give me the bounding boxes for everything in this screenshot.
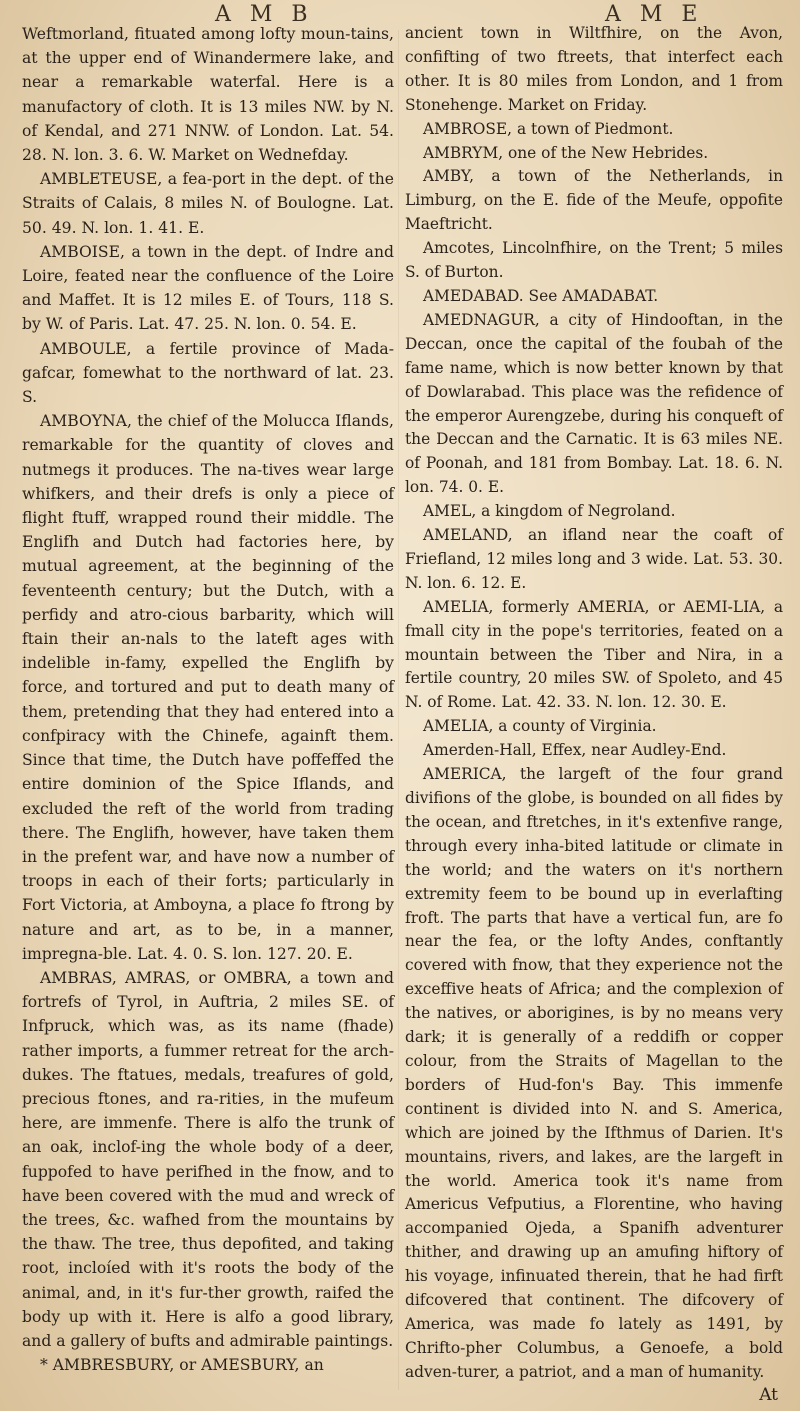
entry-paragraph: Weftmorland, fituated among lofty moun-tains, at the upper end of Winandermere lake, and near a remarkable waterfal. Here is a manufactory of cloth. It is 13 miles NW. by N. of Kendal, and 271 NNW. of London. Lat. 54. 28. N. lon. 3. 6. W. Market on Wednefday. [22,25,394,165]
entry-paragraph: AMELIA, formerly AMERIA, or AEMI-LIA, a fmall city in the pope's territories, feated on a mountain between the Tiber and Nira, in a fertile country, 20 miles SW. of Spoleto, and 45 N. of Rome. Lat. 42. 33. N. lon. 12. 30. E. [405,597,783,712]
catchword: At [759,1385,778,1405]
entry-paragraph: AMEL, a kingdom of Negroland. [423,502,676,521]
column-divider [398,30,399,1390]
entry-paragraph: AMBOYNA, the chief of the Molucca Iflands, remarkable for the quantity of cloves and nutmegs it produces. The na-tives wear large whifkers, and their drefs is only a piece of flight ftuff, wrapped round their middle. The Englifh and Dutch had factories here, by mutual agreement, at the beginning of the feventeenth century; but the Dutch, with a perfidy and atro-cious barbarity, which will ftain their an-nals to the lateft ages with indelible in-famy, expelled the Englifh by force, and tortured and put to death many of them, pretending that they had entered into a confpiracy with the Chinefe, againft them. Since that time, the Dutch have poffeffed the entire dominion of the Spice Iflands, and excluded the reft of the world from trading there. The Englifh, however, have taken them in the prefent war, and have now a number of troops in each of their forts; particularly in Fort Victoria, at Amboyna, a place fo ftrong by nature and art, as to be, in a manner, impregna-ble. Lat. 4. 0. S. lon. 127. 20. E. [22,412,394,963]
entry-paragraph: Amcotes, Lincolnfhire, on the Trent; 5 miles S. of Burton. [405,239,783,282]
entry-paragraph: AMBROSE, a town of Piedmont. [423,119,674,138]
right-column [405,22,783,1385]
entry-paragraph: AMBRAS, AMRAS, or OMBRA, a town and fortrefs of Tyrol, in Auftria, 2 miles SE. of Infpruck, which was, as its name (fhade) rather imports, a fummer retreat for the arch-dukes. The ftatues, medals, treafures of gold, precious ftones, and ra-rities, in the mufeum here, are immenfe. There is alfo the trunk of an oak, inclof-ing the whole body of a deer, fuppofed to have perifhed in the fnow, and to have been covered with the mud and wreck of the trees, &c. wafhed from the mountains by the thaw. The tree, thus depofited, and taking root, incloíed with it's roots the body of the animal, and, in it's fur-ther growth, raifed the body up with it. Here is alfo a good library, and a gallery of bufts and admirable paintings. [22,968,394,1350]
entry-paragraph: AMELAND, an ifland near the coaft of Friefland, 12 miles long and 3 wide. Lat. 53. 30. N. lon. 6. 12. E. [405,526,783,592]
entry-paragraph: AMERICA, the largeft of the four grand divifions of the globe, is bounded on all fides by the ocean, and ftretches, in it's extenfive range, through every inha-bited latitude or climate in the world; and the waters on it's northern extremity feem to be bound up in everlafting froft. The parts that have a vertical fun, are fo near the fea, or the lofty Andes, conftantly covered with fnow, that they experience not the exceffive heats of Africa; and the complexion of the natives, or aborigines, is by no means very dark; it is generally of a reddifh or copper colour, from the Straits of Magellan to the borders of Hud-fon's Bay. This immenfe continent is divided into N. and S. America, which are joined by the Ifthmus of Darien. It's mountains, rivers, and lakes, are the largeft in the world. America took it's name from Americus Vefputius, a Florentine, who having accompanied Ojeda, a Spanifh adventurer thither, and drawing up an amufing hiftory of his voyage, infinuated therein, that he had firft difcovered that continent. The difcovery of America, was made fo lately as 1491, by Chrifto-pher Columbus, a Genoefe, a bold adven-turer, a patriot, and a man of humanity. [405,765,783,1381]
entry-paragraph: Amerden-Hall, Effex, near Audley-End. [423,741,727,760]
running-head-right: A M E [605,2,704,27]
entry-paragraph: AMBRYM, one of the New Hebrides. [423,143,709,162]
entry-paragraph: AMBLETEUSE, a fea-port in the dept. of the Straits of Calais, 8 miles N. of Boulogne. Lat. 50. 49. N. lon. 1. 41. E. [22,170,394,237]
running-head-left: A M B [215,2,314,27]
entry-paragraph: AMEDNAGUR, a city of Hindooftan, in the Deccan, once the capital of the foubah of the fame name, which is now better known by that of Dowlarabad. This place was the refidence of the emperor Aurengzebe, during his conqueft of the Deccan and the Carnatic. It is 63 miles NE. of Poonah, and 181 from Bombay. Lat. 18. 6. N. lon. 74. 0. E. [405,310,783,497]
entry-paragraph: AMEDABAD. See AMADABAT. [423,286,659,305]
entry-paragraph: * AMBRESBURY, or AMESBURY, an [40,1356,324,1375]
left-column [22,22,394,1377]
entry-paragraph: AMELIA, a county of Virginia. [423,717,657,736]
entry-paragraph: AMBOULE, a fertile province of Mada-gafcar, fomewhat to the northward of lat. 23. S. [22,339,394,407]
entry-paragraph: AMBOISE, a town in the dept. of Indre and Loire, feated near the confluence of the Loire and Maffet. It is 12 miles E. of Tours, 118 S. by W. of Paris. Lat. 47. 25. N. lon. 0. 54. E. [22,242,394,334]
entry-paragraph: AMBY, a town of the Netherlands, in Limburg, on the E. fide of the Meufe, oppofite Maeftricht. [405,167,783,234]
entry-paragraph: ancient town in Wiltfhire, on the Avon, confifting of two ftreets, that interfect each other. It is 80 miles from London, and 1 from Stonehenge. Market on Friday. [405,24,783,114]
